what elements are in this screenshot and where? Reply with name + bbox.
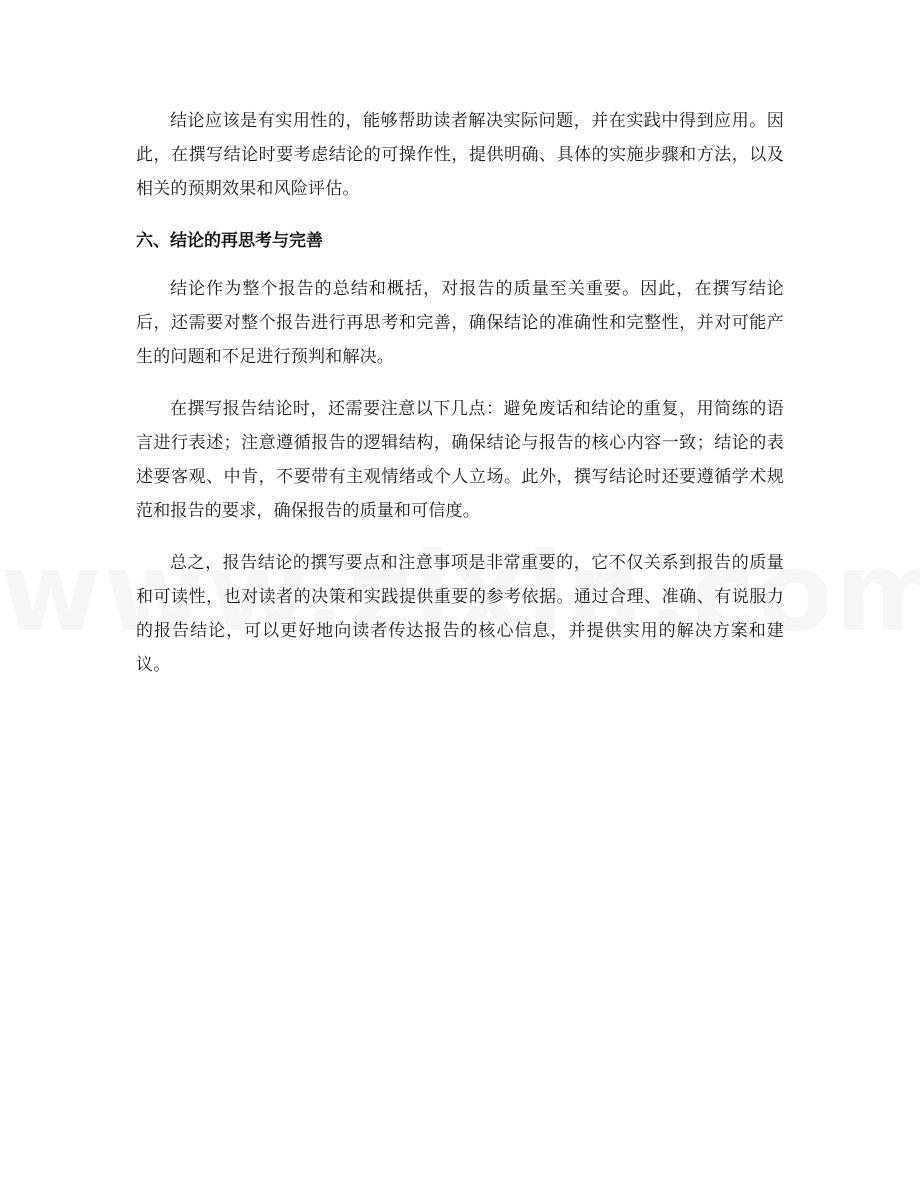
paragraph-summary: 总之，报告结论的撰写要点和注意事项是非常重要的，它不仅关系到报告的质量和可读性，也对读者的决策和实践提供重要的参考依据。通过合理、准确、有说服力的报告结论，可以更好地向读者传达报告的核心信息，并提供实用的解决方案和建议。 xyxy=(136,553,784,675)
section-heading: 六、结论的再思考与完善 xyxy=(136,231,323,251)
paragraph-notes: 在撰写报告结论时，还需要注意以下几点：避免废话和结论的重复，用简练的语言进行表述；注意遵循报告的逻辑结构，确保结论与报告的核心内容一致；结论的表述要客观、中肯，不要带有主观情绪或个人立场。此外，撰写结论时还要遵循学术规范和报告的要求，确保报告的质量和可信度。 xyxy=(136,399,784,521)
paragraph-rethinking: 结论作为整个报告的总结和概括，对报告的质量至关重要。因此，在撰写结论后，还需要对整个报告进行再思考和完善，确保结论的准确性和完整性，并对可能产生的问题和不足进行预判和解决。 xyxy=(136,279,784,367)
paragraph-practicality: 结论应该是有实用性的，能够帮助读者解决实际问题，并在实践中得到应用。因此，在撰写结论时要考虑结论的可操作性，提供明确、具体的实施步骤和方法，以及相关的预期效果和风险评估。 xyxy=(136,111,784,199)
document-body xyxy=(136,104,784,700)
